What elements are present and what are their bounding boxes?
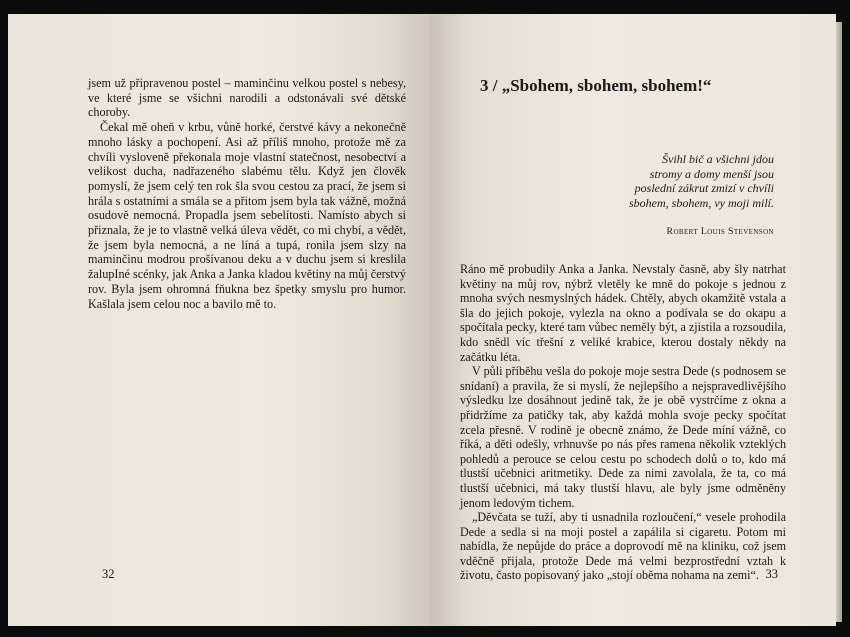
epigraph-author: Robert Louis Stevenson bbox=[666, 226, 774, 237]
right-page-number: 33 bbox=[765, 567, 778, 581]
left-page bbox=[8, 14, 430, 626]
right-paragraph-3: „Děvčata se tuží, aby ti usnadnila rozloučení,“ vesele prohodila Dede a sedla si na moji postel a zapálila si cigaretu. Potom mi nabídla, že nepůjde do práce a doprovodí mě na kliniku, což jsem vděčně přijala, protože Dede má velmi bezprostřední vztah k životu, často popisovaný jako „stojí oběma nohama na zemi“. bbox=[460, 510, 786, 583]
left-paragraph-2: Čekal mě oheň v krbu, vůně horké, čerstvé kávy a nekonečně mnoho lásky a pochopení. Asi až příliš mnoho, protože mě za chvíli vysloveně překonala moje vlastní statečnost, nesobectví a velikost ducha, nadřazeného slabému tělu. Když jen člověk pomyslí, že jsem celý ten rok šla svou cestou za prací, že jsem si hrála s ostatními a smála se a přitom jsem byla tak vážně, možná osudově nemocná. Propadla jsem sebelítosti. Namísto abych si přiznala, že je to vlastně velká úleva vědět, co mi chybí, a vědět, že jsem byla nemocná, a ne líná a tupá, ronila jsem slzy na maminčinu modrou prošívanou deku a v duchu jsem si kreslila žalupIné scénky, jak Anka a Janka kladou květiny na můj čerstvý rov. Byla jsem ohromná fňukna bez špetky smyslu pro humor. Kašlala jsem celou noc a bavilo mě to. bbox=[88, 120, 406, 311]
epigraph-line: sbohem, sbohem, vy moji milí. bbox=[629, 195, 774, 210]
page-edges bbox=[836, 22, 842, 622]
epigraph-line: stromy a domy menší jsou bbox=[649, 166, 774, 181]
right-paragraph-1: Ráno mě probudily Anka a Janka. Nevstaly časně, aby šly natrhat květiny na můj rov, nýbrž vletěly ke mně do pokoje s jednou z mnoha svých nesmyslných hádek. Chtěly, abych okamžitě vstala a šla do jejich pokoje, vylezla na okno a podívala se do okapu a spočítala pecky, které tam vůbec neměly být, a zjistila a rozsoudila, kdo snědl víc třešní z veliké krabice, kterou dostaly někdy na začátku léta. bbox=[460, 262, 786, 364]
left-page-number: 32 bbox=[102, 567, 115, 581]
left-paragraph-1: jsem už připravenou postel – maminčinu velkou postel s nebesy, ve které jsme se všichni narodili a odstonávali své dětské choroby. bbox=[88, 76, 406, 120]
epigraph bbox=[584, 152, 774, 210]
chapter-title: 3 / „Sbohem, sbohem, sbohem!“ bbox=[480, 76, 712, 95]
right-body-text bbox=[460, 262, 786, 583]
right-paragraph-2: V půli příběhu vešla do pokoje moje sestra Dede (s podnosem se snídaní) a pravila, že si myslí, že nejlepšího a nejspravedlivějšího výsledku lze dosáhnout jedině tak, že je obě vystrčíme z okna a přidržíme za patičky tak, aby každá mohla svoje pecky spočítat zcela přesně. V rodině je obecně známo, že Dede míní vážně, co říká, a děti odešly, vrhnuvše po nás přes ramena několik vzteklých pohledů a perouce se celou cestu po schodech dolů o to, kdo má tlustší učebnici aritmetiky. Dede za nimi zavolala, že ta, co má tlustší učebnici, má taky tlustší hlavu, ale byly jsme odměněny jenom ledovým tichem. bbox=[460, 364, 786, 510]
right-page bbox=[430, 14, 836, 626]
epigraph-line: Švihl bič a všichni jdou bbox=[662, 152, 774, 166]
epigraph-line: poslední zákrut zmizí v chvíli bbox=[634, 181, 774, 195]
